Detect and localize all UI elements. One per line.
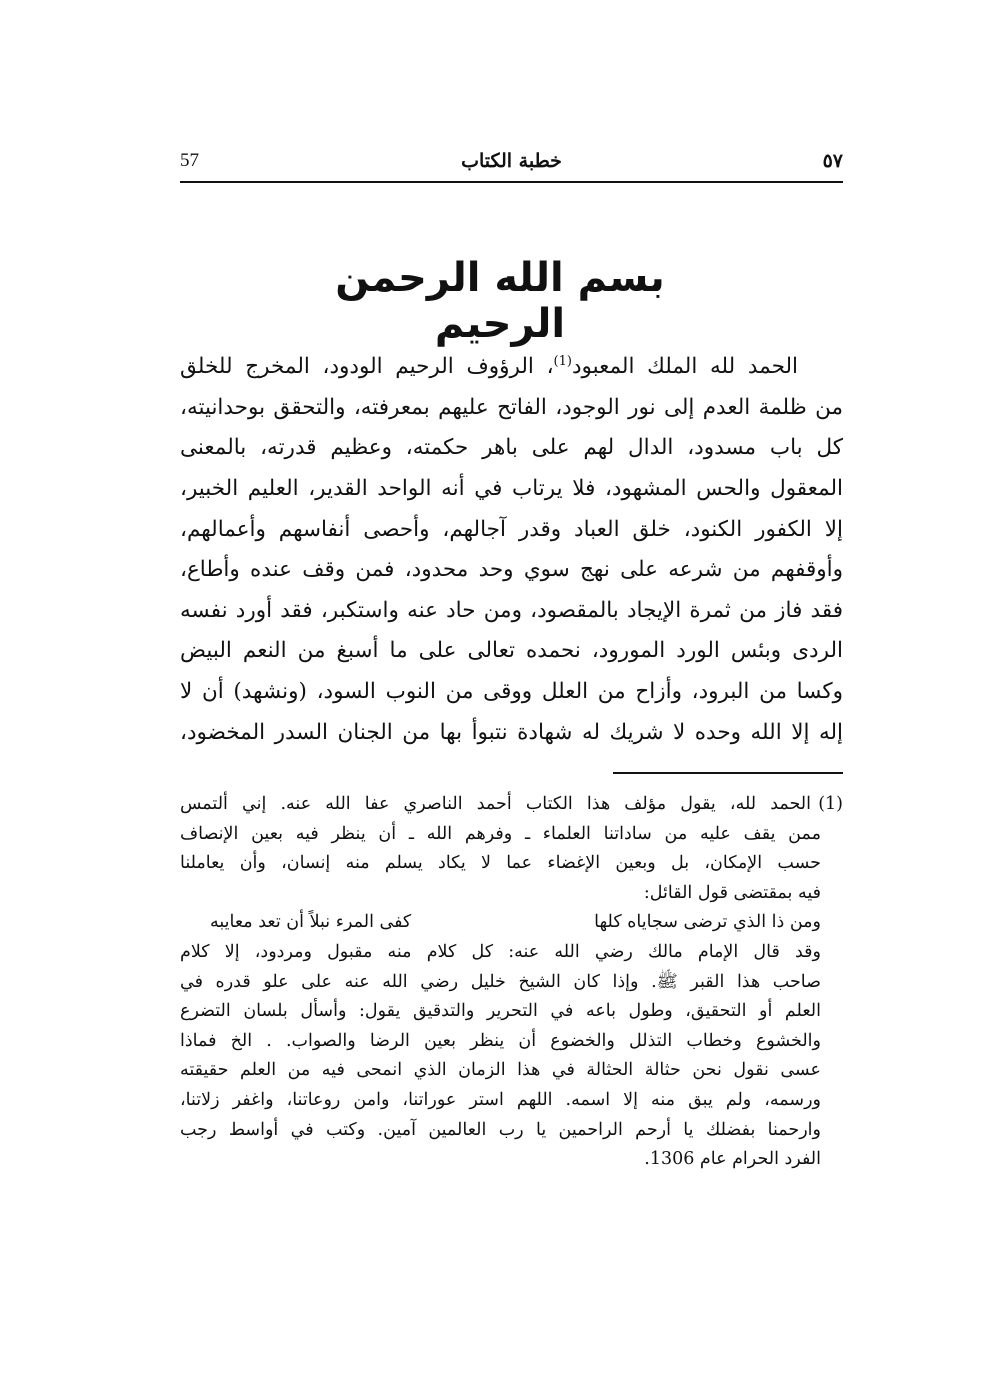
verse-first-hemistich: ومن ذا الذي ترضى سجاياه كلها bbox=[594, 912, 821, 933]
body-line: وكسا من البرود، وأزاح من العلل ووقى من النوب السود، (ونشهد) أن لا bbox=[180, 678, 843, 704]
body-line: كل باب مسدود، الدال لهم على باهر حكمته، وعظيم قدرته، بالمعنى bbox=[180, 435, 843, 461]
footnote-line: عسى نقول نحن حثالة الحثالة في هذا الزمان الذي انمحى فيه من العلم حقيقته bbox=[180, 1060, 821, 1081]
body-line: من ظلمة العدم إلى نور الوجود، الفاتح عليهم بمعرفته، والتحقق بوحدانيته، bbox=[180, 394, 843, 420]
footnote-line: حسب الإمكان، بل وبعين الإغضاء عما لا يكاد يسلم منه إنسان، وأن يعاملنا bbox=[180, 853, 821, 874]
footnote-marker: (1) bbox=[818, 794, 843, 814]
footnote-line: ورسمه، ولم يبق منه إلا اسمه. اللهم استر عوراتنا، وامن روعاتنا، واغفر زلاتنا، bbox=[180, 1089, 821, 1110]
footnote-line: فيه بمقتضى قول القائل: bbox=[643, 882, 821, 903]
footnote-reference: (1) bbox=[553, 354, 572, 369]
footnote-line: ممن يقف عليه من ساداتنا العلماء ـ وفرهم الله ـ أن ينظر فيه بعين الإنصاف bbox=[180, 823, 821, 844]
footnote-line: والخشوع وخطاب التذلل والخضوع أن ينظر بعين الرضا والصواب. . الخ فماذا bbox=[180, 1030, 821, 1051]
footnote-line: العلم أو التحقيق، وطول باعه في التحرير والتدقيق يقول: وأسأل بلسان التضرع bbox=[180, 1001, 821, 1022]
body-line-rest: ، الرؤوف الرحيم الودود، المخرج للخلق bbox=[180, 354, 554, 380]
page-number-latin: 57 bbox=[180, 150, 199, 171]
body-line bbox=[180, 342, 843, 388]
basmala: بسم الله الرحمن الرحيم bbox=[335, 255, 665, 347]
running-header bbox=[180, 150, 843, 180]
footnote-line: وقد قال الإمام مالك رضي الله عنه: كل كلام منه مقبول ومردود، إلا كلام bbox=[180, 941, 821, 962]
footnote-separator bbox=[613, 772, 843, 774]
body-line: وأوقفهم من شرعه على نهج سوي وحد محدود، فمن وقف عنده وأطاع، bbox=[180, 557, 843, 583]
verse-second-hemistich: كفى المرء نبلاً أن تعد معايبه bbox=[210, 912, 412, 933]
body-line: إله إلا الله وحده لا شريك له شهادة نتبوأ بها من الجنان السدر المخضود، bbox=[180, 719, 843, 745]
body-line: المعقول والحس المشهود، فلا يرتاب في أنه الواحد القدير، العليم الخبير، bbox=[180, 475, 843, 501]
body-line: الردى وبئس الورد المورود، نحمده تعالى على ما أسبغ من النعم البيض bbox=[180, 638, 843, 664]
footnote-line: وارحمنا بفضلك يا أرحم الراحمين يا رب العالمين آمين. وكتب في أواسط رجب bbox=[180, 1119, 821, 1140]
footnote bbox=[180, 790, 843, 1175]
header-rule bbox=[180, 181, 843, 183]
poetry-verse bbox=[180, 908, 843, 938]
footnote-line: الفرد الحرام عام 1306. bbox=[644, 1149, 821, 1170]
footnote-line: صاحب هذا القبر ﷺ. وإذا كان الشيخ خليل رضي الله عنه على علو قدره في bbox=[180, 971, 821, 992]
chapter-title: خطبة الكتاب bbox=[461, 150, 562, 172]
body-line-start: الحمد لله الملك المعبود bbox=[571, 354, 798, 380]
page-number-arabic: ٥٧ bbox=[822, 150, 843, 172]
body-text bbox=[180, 342, 843, 753]
footnote-line: الحمد لله، يقول مؤلف هذا الكتاب أحمد الناصري عفا الله عنه. إني ألتمس bbox=[180, 794, 811, 814]
body-line: فقد فاز من ثمرة الإيجاد بالمقصود، ومن حاد عنه واستكبر، فقد أورد نفسه bbox=[180, 597, 843, 623]
body-line: إلا الكفور الكنود، خلق العباد وقدر آجالهم، وأحصى أنفاسهم وأعمالهم، bbox=[180, 516, 843, 542]
